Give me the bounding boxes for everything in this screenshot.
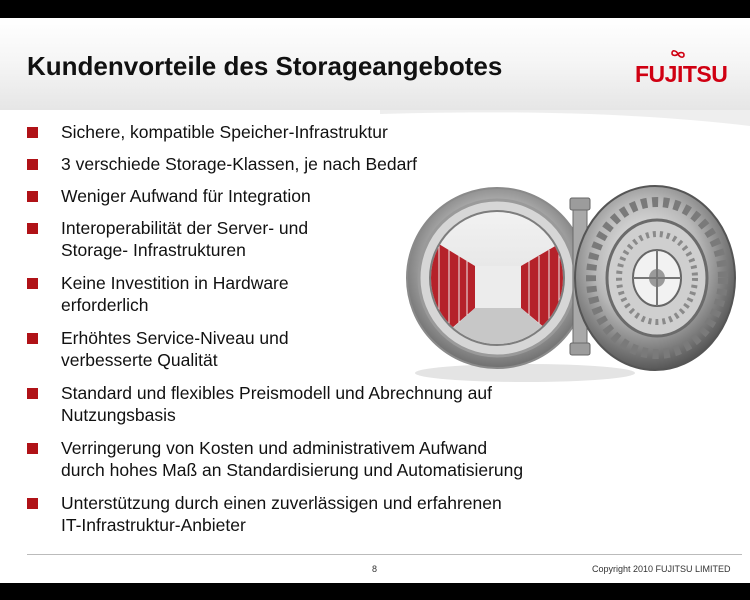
bullet-item <box>27 382 647 426</box>
bullet-text-line: durch hohes Maß an Standardisierung und Automatisierung <box>61 460 524 480</box>
bullet-text-line: Erhöhtes Service-Niveau und <box>61 328 289 348</box>
bullet-text-line: Sichere, kompatible Speicher-Infrastruktur <box>61 122 388 142</box>
infinity-icon <box>671 48 685 60</box>
bullet-square-icon <box>27 223 38 234</box>
footer-divider <box>27 554 742 555</box>
bullet-text-line: Nutzungsbasis <box>61 405 176 425</box>
bullet-text-line: Weniger Aufwand für Integration <box>61 186 311 206</box>
bullet-text-line: erforderlich <box>61 295 149 315</box>
bullet-item <box>27 121 647 143</box>
bullet-square-icon <box>27 498 38 509</box>
logo-text: FUJITSU <box>635 61 728 87</box>
copyright-notice: Copyright 2010 FUJITSU LIMITED <box>592 564 731 574</box>
bullet-square-icon <box>27 278 38 289</box>
bullet-text-line: Storage- Infrastrukturen <box>61 240 246 260</box>
bullet-square-icon <box>27 191 38 202</box>
bullet-square-icon <box>27 127 38 138</box>
slide-title: Kundenvorteile des Storageangebotes <box>27 51 503 81</box>
slide <box>0 18 750 583</box>
bullet-text-line: Verringerung von Kosten und administrativem Aufwand <box>61 438 488 458</box>
bullet-text-line: IT-Infrastruktur-Anbieter <box>61 515 246 535</box>
bullet-text-line: Standard und flexibles Preismodell und Abrechnung auf <box>61 383 492 403</box>
bullet-item <box>27 153 647 175</box>
bullet-item <box>27 437 647 481</box>
fujitsu-logo <box>635 56 727 88</box>
page-number: 8 <box>372 564 378 574</box>
bullet-text-line: Unterstützung durch einen zuverlässigen und erfahrenen <box>61 493 502 513</box>
bullet-square-icon <box>27 333 38 344</box>
bullet-item <box>27 492 647 536</box>
vault-door-image <box>405 178 750 383</box>
bullet-text-line: 3 verschiede Storage-Klassen, je nach Bedarf <box>61 154 418 174</box>
bullet-square-icon <box>27 443 38 454</box>
bullet-square-icon <box>27 159 38 170</box>
bullet-square-icon <box>27 388 38 399</box>
bullet-text-line: Interoperabilität der Server- und <box>61 218 309 238</box>
bullet-text-line: verbesserte Qualität <box>61 350 218 370</box>
bullet-text-line: Keine Investition in Hardware <box>61 273 289 293</box>
